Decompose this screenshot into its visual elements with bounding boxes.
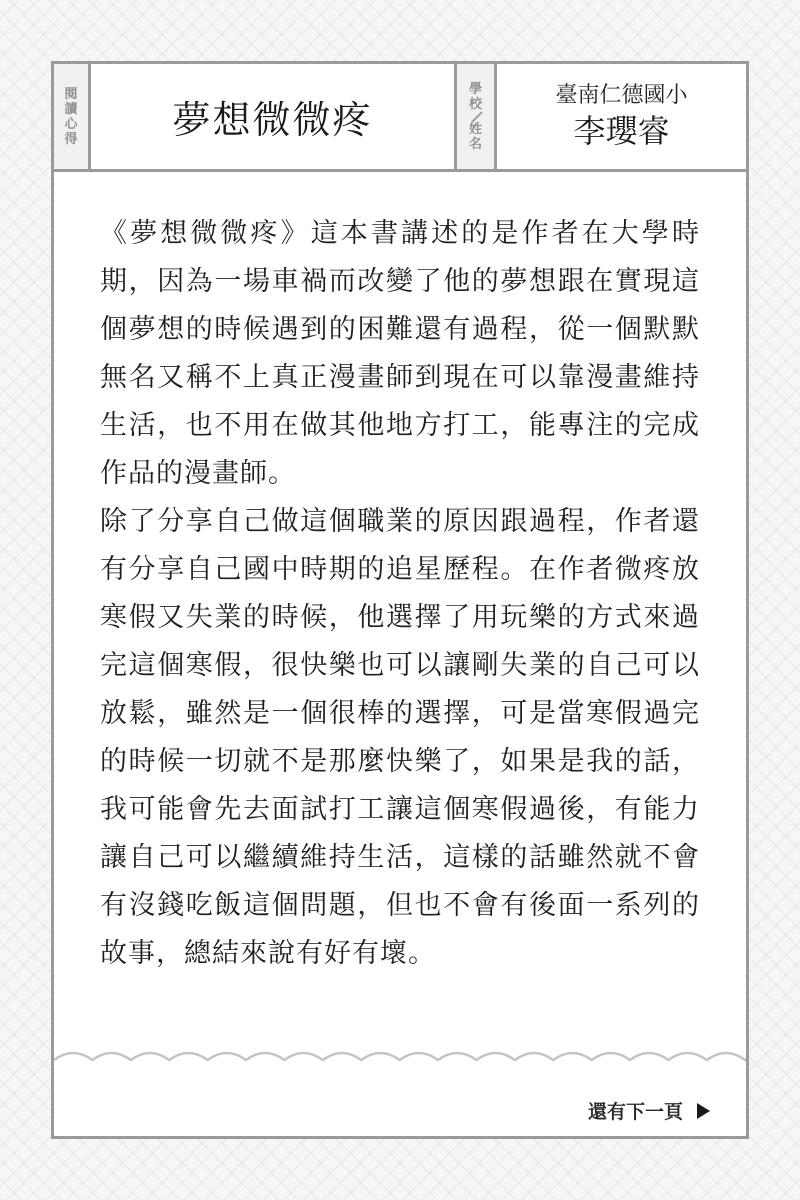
book-title: 夢想微微疼 xyxy=(172,98,373,142)
header-row xyxy=(54,64,746,172)
paragraph-2: 除了分享自己做這個職業的原因跟過程，作者還有分享自己國中時期的追星歷程。在作者微疼放寒假又失業的時候，他選擇了用玩樂的方式來過完這個寒假，很快樂也可以讓剛失業的自己可以放鬆，雖然是一個很棒的選擇，可是當寒假過完的時候一切就不是那麼快樂了，如果是我的話，我可能會先去面試打工讓這個寒假過後，有能力讓自己可以繼續維持生活，這樣的話雖然就不會有沒錢吃飯這個問題，但也不會有後面一系列的故事，總結來說有好有壞。 xyxy=(100,506,700,969)
reading-label-cell xyxy=(54,64,91,169)
school-name: 臺南仁德國小 xyxy=(555,82,688,108)
school-label-cell xyxy=(457,64,497,169)
reading-report-card xyxy=(51,61,749,1139)
reading-report-label: 閱讀心得 xyxy=(64,86,78,147)
paragraph-1: 《夢想微微疼》這本書講述的是作者在大學時期，因為一場車禍而改變了他的夢想跟在實現這個夢想的時候遇到的困難還有過程，從一個默默無名又稱不上真正漫畫師到現在可以靠漫畫維持生活，也不用在做其他地方打工，能專注的完成作品的漫畫師。 xyxy=(100,218,700,489)
school-student-cell xyxy=(497,64,746,169)
school-name-label xyxy=(468,82,484,152)
school-label: 學校 xyxy=(468,81,482,112)
next-page-label: 還有下一頁 xyxy=(587,1101,683,1123)
book-title-cell xyxy=(91,64,457,169)
next-page-button[interactable] xyxy=(588,1097,710,1124)
play-triangle-icon xyxy=(697,1103,710,1119)
wave-divider xyxy=(54,1042,746,1066)
report-body xyxy=(100,210,700,978)
name-label: 姓名 xyxy=(468,121,482,152)
student-name: 李瓔睿 xyxy=(573,111,670,150)
slash-divider xyxy=(468,112,484,122)
